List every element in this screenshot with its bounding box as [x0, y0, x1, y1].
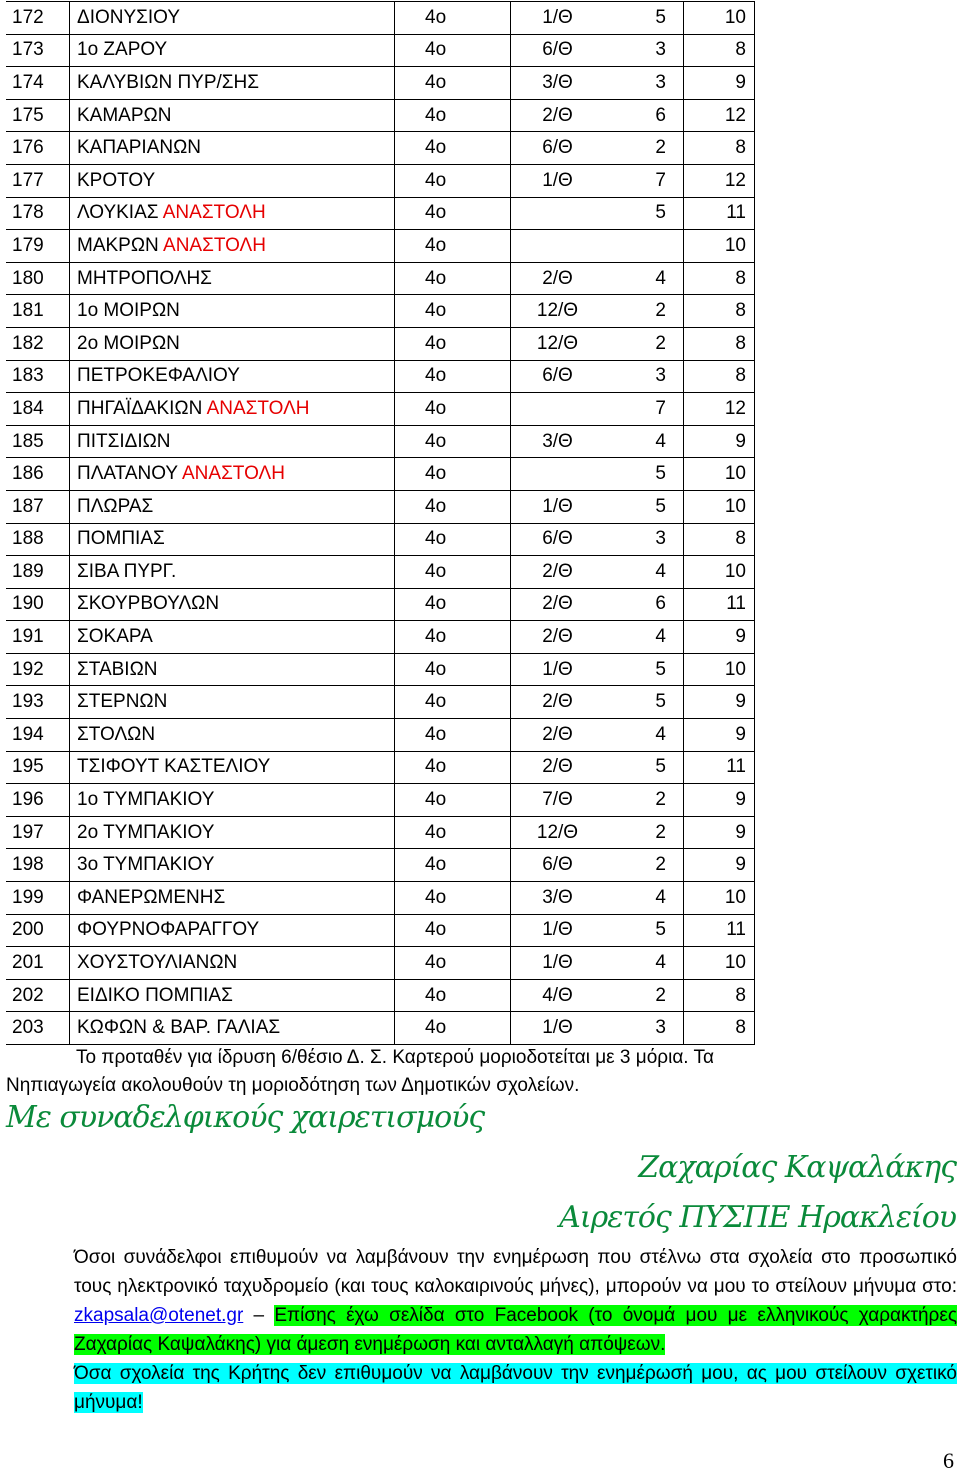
school-name	[70, 164, 395, 197]
table-row	[6, 393, 755, 426]
table-row	[6, 849, 755, 882]
table-row	[6, 360, 755, 393]
row-number: 200	[6, 914, 70, 947]
school-grade: 4ο	[395, 197, 511, 230]
school-name-text: 2ο ΤΥΜΠΑΚΙΟΥ	[77, 821, 215, 843]
table-row	[6, 653, 755, 686]
school-positions: 2/Θ	[511, 556, 605, 589]
school-grade: 4ο	[395, 686, 511, 719]
school-grade: 4ο	[395, 751, 511, 784]
row-number: 175	[6, 99, 70, 132]
school-grade: 4ο	[395, 523, 511, 556]
table-row	[6, 719, 755, 752]
opt-out-notice: Όσα σχολεία της Κρήτης δεν επιθυμούν να λαμβάνουν την ενημέρωσή μου, ας μου στείλουν σχετικό μήνυμα!	[74, 1363, 957, 1413]
school-name-text: ΚΡΟΤΟΥ	[77, 169, 156, 191]
school-name-text: ΦΟΥΡΝΟΦΑΡΑΓΓΟΥ	[77, 919, 260, 941]
value-a: 2	[604, 979, 684, 1012]
school-grade: 4ο	[395, 784, 511, 817]
row-number: 177	[6, 164, 70, 197]
value-a: 7	[604, 393, 684, 426]
school-grade: 4ο	[395, 719, 511, 752]
school-name-text: ΠΛΑΤΑΝΟΥ	[77, 463, 178, 485]
facebook-notice: Επίσης έχω σελίδα στο Facebook (το όνομά μου με ελληνικούς χαρακτήρες Ζαχαρίας Καψαλάκης) για άμεση ενημέρωση και ανταλλαγή απόψεων.	[74, 1305, 957, 1355]
value-b: 11	[684, 751, 755, 784]
value-a: 2	[604, 849, 684, 882]
school-positions: 6/Θ	[511, 360, 605, 393]
table-row	[6, 197, 755, 230]
value-a: 5	[604, 914, 684, 947]
school-positions: 7/Θ	[511, 784, 605, 817]
school-grade: 4ο	[395, 34, 511, 67]
row-number: 173	[6, 34, 70, 67]
value-b: 8	[684, 262, 755, 295]
school-positions: 2/Θ	[511, 99, 605, 132]
school-name	[70, 621, 395, 654]
value-b: 8	[684, 295, 755, 328]
school-name-text: ΠΙΤΣΙΔΙΩΝ	[77, 430, 171, 452]
value-a: 5	[604, 2, 684, 35]
footnote-line-1: Το προταθέν για ίδρυση 6/θέσιο Δ. Σ. Καρτερού μοριοδοτείται με 3 μόρια. Τα	[76, 1047, 715, 1068]
value-a: 3	[604, 67, 684, 100]
school-grade: 4ο	[395, 556, 511, 589]
school-name-text: ΜΑΚΡΩΝ	[77, 234, 159, 256]
value-a	[604, 230, 684, 263]
table-row	[6, 164, 755, 197]
value-b: 8	[684, 523, 755, 556]
school-name	[70, 719, 395, 752]
value-b: 9	[684, 719, 755, 752]
value-b: 10	[684, 882, 755, 915]
suspension-label: ΑΝΑΣΤΟΛΗ	[162, 202, 266, 224]
value-b: 8	[684, 34, 755, 67]
value-b: 11	[684, 197, 755, 230]
info-paragraph-2	[6, 1359, 957, 1417]
school-name	[70, 458, 395, 491]
value-b: 9	[684, 686, 755, 719]
school-grade: 4ο	[395, 295, 511, 328]
value-a: 4	[604, 621, 684, 654]
table-row	[6, 979, 755, 1012]
value-a: 3	[604, 1012, 684, 1045]
school-name-text: 1ο ΤΥΜΠΑΚΙΟΥ	[77, 789, 215, 811]
school-name	[70, 849, 395, 882]
row-number: 178	[6, 197, 70, 230]
table-row	[6, 686, 755, 719]
school-grade: 4ο	[395, 1012, 511, 1045]
value-a: 3	[604, 360, 684, 393]
row-number: 186	[6, 458, 70, 491]
school-positions: 1/Θ	[511, 490, 605, 523]
school-grade: 4ο	[395, 490, 511, 523]
value-a: 2	[604, 816, 684, 849]
page-number: 6	[943, 1448, 954, 1473]
value-b: 12	[684, 164, 755, 197]
value-b: 12	[684, 393, 755, 426]
school-positions	[511, 197, 605, 230]
value-b: 9	[684, 425, 755, 458]
school-positions: 1/Θ	[511, 1012, 605, 1045]
school-name	[70, 1012, 395, 1045]
value-b: 11	[684, 914, 755, 947]
school-positions: 2/Θ	[511, 588, 605, 621]
school-name	[70, 882, 395, 915]
school-positions: 6/Θ	[511, 34, 605, 67]
value-a: 5	[604, 197, 684, 230]
value-a: 5	[604, 751, 684, 784]
school-positions: 12/Θ	[511, 816, 605, 849]
school-name	[70, 230, 395, 263]
school-name	[70, 979, 395, 1012]
value-a: 4	[604, 719, 684, 752]
value-a: 5	[604, 686, 684, 719]
school-grade: 4ο	[395, 262, 511, 295]
school-positions: 2/Θ	[511, 751, 605, 784]
school-grade: 4ο	[395, 588, 511, 621]
row-number: 183	[6, 360, 70, 393]
school-name-text: ΛΟΥΚΙΑΣ	[77, 202, 159, 224]
school-name	[70, 914, 395, 947]
value-b: 10	[684, 490, 755, 523]
table-row	[6, 751, 755, 784]
table-row	[6, 295, 755, 328]
table-row	[6, 327, 755, 360]
value-b: 10	[684, 653, 755, 686]
suspension-label: ΑΝΑΣΤΟΛΗ	[182, 463, 285, 485]
school-name	[70, 360, 395, 393]
school-grade: 4ο	[395, 67, 511, 100]
school-grade: 4ο	[395, 458, 511, 491]
school-grade: 4ο	[395, 914, 511, 947]
greeting: Με συναδελφικούς χαιρετισμούς	[6, 1100, 485, 1135]
value-b: 10	[684, 230, 755, 263]
school-name-text: 3ο ΤΥΜΠΑΚΙΟΥ	[77, 854, 215, 876]
school-name-text: ΦΑΝΕΡΩΜΕΝΗΣ	[77, 886, 226, 908]
row-number: 185	[6, 425, 70, 458]
footnote	[6, 1044, 846, 1100]
schools-table-body	[6, 2, 755, 1045]
school-name	[70, 67, 395, 100]
row-number: 196	[6, 784, 70, 817]
school-grade: 4ο	[395, 393, 511, 426]
school-name-text: 1ο ΜΟΙΡΩΝ	[77, 300, 180, 322]
school-positions: 12/Θ	[511, 327, 605, 360]
school-positions: 2/Θ	[511, 686, 605, 719]
school-grade: 4ο	[395, 360, 511, 393]
school-name	[70, 262, 395, 295]
value-b: 9	[684, 849, 755, 882]
value-a: 4	[604, 882, 684, 915]
info-text: Όσοι συνάδελφοι επιθυμούν να λαμβάνουν την ενημέρωση που στέλνω στα σχολεία στο προσωπικό τους ηλεκτρονικό ταχυδρομείο (και τους καλοκαιρινούς μήνες), μπορούν να μου το στείλουν μήνυμα στο:	[74, 1247, 957, 1297]
school-name-text: ΧΟΥΣΤΟΥΛΙΑΝΩΝ	[77, 952, 238, 974]
school-name-text: ΕΙΔΙΚΟ ΠΟΜΠΙΑΣ	[77, 984, 233, 1006]
table-row	[6, 262, 755, 295]
info-paragraph-1	[6, 1243, 957, 1359]
school-name	[70, 784, 395, 817]
value-b: 9	[684, 67, 755, 100]
school-positions: 1/Θ	[511, 914, 605, 947]
table-row	[6, 67, 755, 100]
school-name-text: 1ο ΖΑΡΟΥ	[77, 39, 168, 61]
signature-name: Ζαχαρίας Καψαλάκης	[638, 1150, 956, 1185]
value-b: 10	[684, 2, 755, 35]
school-positions: 1/Θ	[511, 164, 605, 197]
table-row	[6, 556, 755, 589]
value-b: 8	[684, 327, 755, 360]
row-number: 193	[6, 686, 70, 719]
subscription-info	[6, 1243, 957, 1417]
value-b: 8	[684, 360, 755, 393]
school-grade: 4ο	[395, 2, 511, 35]
school-name	[70, 2, 395, 35]
row-number: 181	[6, 295, 70, 328]
school-name-text: ΣΟΚΑΡΑ	[77, 626, 153, 648]
school-name	[70, 132, 395, 165]
school-grade: 4ο	[395, 882, 511, 915]
school-name-text: ΣΙΒΑ ΠΥΡΓ.	[77, 560, 177, 582]
school-positions: 6/Θ	[511, 132, 605, 165]
table-row	[6, 523, 755, 556]
school-grade: 4ο	[395, 99, 511, 132]
school-name	[70, 588, 395, 621]
school-positions: 3/Θ	[511, 882, 605, 915]
school-name	[70, 816, 395, 849]
value-b: 8	[684, 1012, 755, 1045]
table-row	[6, 458, 755, 491]
row-number: 182	[6, 327, 70, 360]
school-grade: 4ο	[395, 621, 511, 654]
school-name-text: ΠΗΓΑΪΔΑΚΙΩΝ	[77, 397, 203, 419]
school-positions: 2/Θ	[511, 719, 605, 752]
school-grade: 4ο	[395, 230, 511, 263]
value-a: 5	[604, 458, 684, 491]
school-name	[70, 425, 395, 458]
table-row	[6, 1012, 755, 1045]
school-name	[70, 99, 395, 132]
school-positions: 1/Θ	[511, 2, 605, 35]
row-number: 194	[6, 719, 70, 752]
row-number: 195	[6, 751, 70, 784]
school-positions: 1/Θ	[511, 947, 605, 980]
value-b: 10	[684, 947, 755, 980]
value-a: 3	[604, 523, 684, 556]
value-a: 6	[604, 99, 684, 132]
signature-title: Αιρετός ΠΥΣΠΕ Ηρακλείου	[559, 1200, 956, 1235]
school-name	[70, 490, 395, 523]
value-a: 4	[604, 947, 684, 980]
school-name-text: ΔΙΟΝΥΣΙΟΥ	[77, 6, 181, 28]
value-a: 7	[604, 164, 684, 197]
value-b: 10	[684, 556, 755, 589]
row-number: 199	[6, 882, 70, 915]
table-row	[6, 99, 755, 132]
value-a: 4	[604, 262, 684, 295]
school-name-text: ΣΤΕΡΝΩΝ	[77, 691, 168, 713]
school-grade: 4ο	[395, 979, 511, 1012]
row-number: 187	[6, 490, 70, 523]
value-a: 2	[604, 295, 684, 328]
school-name	[70, 686, 395, 719]
school-name-text: ΚΑΛΥΒΙΩΝ ΠΥΡ/ΣΗΣ	[77, 71, 260, 93]
value-b: 9	[684, 621, 755, 654]
school-name-text: ΠΟΜΠΙΑΣ	[77, 528, 165, 550]
school-positions: 2/Θ	[511, 621, 605, 654]
value-a: 6	[604, 588, 684, 621]
row-number: 188	[6, 523, 70, 556]
footnote-line-2: Νηπιαγωγεία ακολουθούν τη μοριοδότηση των Δημοτικών σχολείων.	[6, 1075, 580, 1096]
value-b: 12	[684, 99, 755, 132]
school-grade: 4ο	[395, 327, 511, 360]
school-name	[70, 393, 395, 426]
value-a: 2	[604, 784, 684, 817]
row-number: 203	[6, 1012, 70, 1045]
school-grade: 4ο	[395, 849, 511, 882]
row-number: 192	[6, 653, 70, 686]
school-positions: 6/Θ	[511, 849, 605, 882]
school-positions: 3/Θ	[511, 425, 605, 458]
value-a: 2	[604, 327, 684, 360]
school-grade: 4ο	[395, 132, 511, 165]
table-row	[6, 425, 755, 458]
value-a: 4	[604, 556, 684, 589]
school-name-text: ΣΤΟΛΩΝ	[77, 723, 156, 745]
table-row	[6, 2, 755, 35]
school-name-text: ΚΑΜΑΡΩΝ	[77, 104, 172, 126]
table-row	[6, 490, 755, 523]
school-name	[70, 653, 395, 686]
row-number: 197	[6, 816, 70, 849]
row-number: 189	[6, 556, 70, 589]
school-grade: 4ο	[395, 653, 511, 686]
table-row	[6, 882, 755, 915]
value-a: 5	[604, 490, 684, 523]
school-name	[70, 556, 395, 589]
value-b: 9	[684, 816, 755, 849]
school-positions	[511, 230, 605, 263]
value-b: 8	[684, 979, 755, 1012]
school-positions: 3/Θ	[511, 67, 605, 100]
value-a: 4	[604, 425, 684, 458]
value-b: 10	[684, 458, 755, 491]
school-grade: 4ο	[395, 816, 511, 849]
dash-separator: –	[243, 1305, 275, 1326]
value-a: 3	[604, 34, 684, 67]
school-name-text: ΣΤΑΒΙΩΝ	[77, 658, 158, 680]
table-row	[6, 947, 755, 980]
table-row	[6, 621, 755, 654]
row-number: 202	[6, 979, 70, 1012]
school-name	[70, 751, 395, 784]
school-name	[70, 523, 395, 556]
table-row	[6, 34, 755, 67]
table-row	[6, 588, 755, 621]
school-grade: 4ο	[395, 164, 511, 197]
school-name	[70, 295, 395, 328]
table-row	[6, 230, 755, 263]
schools-table	[6, 1, 755, 1045]
row-number: 176	[6, 132, 70, 165]
school-name-text: ΠΛΩΡΑΣ	[77, 495, 154, 517]
school-positions: 4/Θ	[511, 979, 605, 1012]
school-name-text: ΠΕΤΡΟΚΕΦΑΛΙΟΥ	[77, 365, 240, 387]
row-number: 184	[6, 393, 70, 426]
school-positions	[511, 393, 605, 426]
school-name-text: ΚΑΠΑΡΙΑΝΩΝ	[77, 137, 202, 159]
row-number: 179	[6, 230, 70, 263]
email-link[interactable]: zkapsala@otenet.gr	[74, 1305, 244, 1326]
school-name-text: 2ο ΜΟΙΡΩΝ	[77, 332, 180, 354]
school-grade: 4ο	[395, 425, 511, 458]
school-name	[70, 947, 395, 980]
row-number: 172	[6, 2, 70, 35]
school-name-text: ΤΣΙΦΟΥΤ ΚΑΣΤΕΛΙΟΥ	[77, 756, 271, 778]
row-number: 191	[6, 621, 70, 654]
school-grade: 4ο	[395, 947, 511, 980]
row-number: 201	[6, 947, 70, 980]
school-name-text: ΣΚΟΥΡΒΟΥΛΩΝ	[77, 593, 220, 615]
table-row	[6, 816, 755, 849]
school-positions: 1/Θ	[511, 653, 605, 686]
table-row	[6, 132, 755, 165]
school-positions: 12/Θ	[511, 295, 605, 328]
school-positions: 2/Θ	[511, 262, 605, 295]
school-name-text: ΚΩΦΩΝ & ΒΑΡ. ΓΑΛΙΑΣ	[77, 1017, 281, 1039]
row-number: 174	[6, 67, 70, 100]
value-b: 9	[684, 784, 755, 817]
school-positions: 6/Θ	[511, 523, 605, 556]
value-b: 11	[684, 588, 755, 621]
school-name	[70, 34, 395, 67]
table-row	[6, 914, 755, 947]
suspension-label: ΑΝΑΣΤΟΛΗ	[206, 397, 310, 419]
row-number: 180	[6, 262, 70, 295]
table-row	[6, 784, 755, 817]
school-name-text: ΜΗΤΡΟΠΟΛΗΣ	[77, 267, 212, 289]
school-name	[70, 197, 395, 230]
value-b: 8	[684, 132, 755, 165]
school-name	[70, 327, 395, 360]
value-a: 5	[604, 653, 684, 686]
suspension-label: ΑΝΑΣΤΟΛΗ	[163, 234, 266, 256]
value-a: 2	[604, 132, 684, 165]
row-number: 190	[6, 588, 70, 621]
school-positions	[511, 458, 605, 491]
row-number: 198	[6, 849, 70, 882]
